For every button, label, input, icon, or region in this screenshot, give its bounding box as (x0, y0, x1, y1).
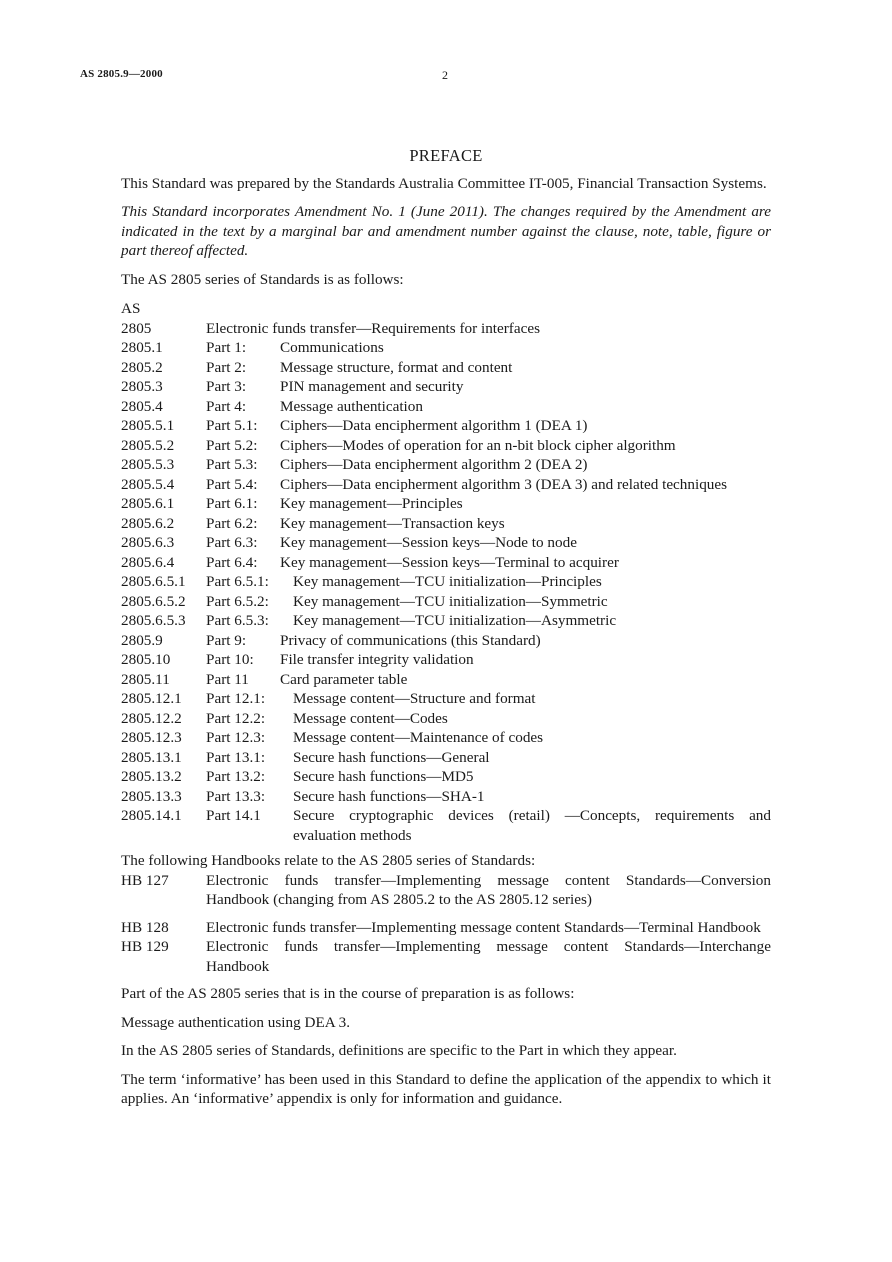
handbook-row (121, 871, 771, 910)
standard-number: 2805.14.1 (121, 807, 182, 824)
standard-number: 2805.13.3 (121, 787, 182, 805)
preparation-paragraph: Part of the AS 2805 series that is in the course of preparation is as follows: (121, 985, 575, 1002)
series-item (121, 475, 771, 495)
standard-number: 2805.6.5.3 (121, 612, 186, 629)
part-title: Message authentication (280, 397, 423, 415)
part-title: Communications (280, 339, 384, 356)
standard-number: 2805.6.5.2 (121, 592, 186, 610)
preparation-item: Message authentication using DEA 3. (121, 1013, 351, 1031)
series-item (121, 553, 771, 573)
part-title: Secure cryptographic devices (retail) —Concepts, requirements and evaluation methods (293, 807, 771, 844)
definitions-paragraph: In the AS 2805 series of Standards, definitions are specific to the Part in which they appear. (121, 1042, 677, 1059)
standard-number: 2805.1 (121, 339, 163, 356)
part-title: Message content—Maintenance of codes (293, 729, 544, 746)
part-label: Part 11 (206, 670, 249, 688)
series-item (121, 572, 771, 592)
series-item (121, 748, 771, 768)
series-label: AS (121, 300, 141, 317)
series-item (121, 631, 771, 651)
part-title: Secure hash functions—MD5 (293, 768, 474, 785)
part-label: Part 6.5.3: (206, 612, 269, 629)
standard-number: 2805.13.2 (121, 768, 182, 785)
part-title: Secure hash functions—SHA-1 (293, 787, 485, 805)
series-item (121, 494, 771, 514)
committee-paragraph: This Standard was prepared by the Standards Australia Committee IT-005, Financial Transaction Systems. (121, 174, 767, 192)
standard-number: 2805 (121, 319, 152, 337)
part-title: Key management—Session keys—Terminal to acquirer (280, 553, 619, 571)
part-title: Secure hash functions—General (293, 748, 490, 766)
series-item (121, 709, 771, 729)
handbook-row (121, 918, 771, 938)
handbook-title: Electronic funds transfer—Implementing message content Standards—Interchange Handbook (206, 938, 771, 975)
preface-body (121, 146, 771, 1118)
part-label: Part 13.2: (206, 768, 266, 785)
part-title: Ciphers—Data encipherment algorithm 1 (DEA 1) (280, 417, 588, 434)
series-item (121, 650, 771, 670)
part-title: Ciphers—Data encipherment algorithm 2 (DEA 2) (280, 456, 588, 473)
amendment-note: This Standard incorporates Amendment No. 1 (June 2011). The changes required by the Amendment are indicated in the text by a marginal bar and amendment number against the clause, note, table, figure or part thereof affected. (121, 203, 771, 259)
series-item (121, 592, 771, 612)
part-label: Part 5.2: (206, 436, 258, 454)
handbook-number: HB 128 (121, 918, 169, 936)
standard-number: 2805.5.2 (121, 436, 175, 454)
part-label: Part 4: (206, 397, 247, 415)
part-label: Part 5.3: (206, 456, 258, 473)
part-title: Key management—Transaction keys (280, 514, 505, 532)
series-item (121, 806, 771, 845)
series-item (121, 319, 771, 339)
part-label: Part 9: (206, 631, 247, 649)
part-label: Part 12.2: (206, 709, 266, 727)
series-item (121, 670, 771, 690)
standard-number: 2805.6.4 (121, 553, 175, 571)
document-id: AS 2805.9—2000 (80, 68, 163, 80)
part-title: Key management—Session keys—Node to node (280, 534, 577, 551)
part-title: Electronic funds transfer—Requirements for interfaces (206, 319, 540, 337)
part-title: Ciphers—Modes of operation for an n-bit block cipher algorithm (280, 436, 676, 454)
page-title: PREFACE (409, 146, 483, 165)
series-item (121, 436, 771, 456)
part-title: Message content—Structure and format (293, 690, 536, 707)
part-title: PIN management and security (280, 378, 464, 395)
part-label: Part 12.3: (206, 729, 266, 746)
series-item (121, 358, 771, 378)
series-item (121, 689, 771, 709)
part-title: Privacy of communications (this Standard) (280, 631, 541, 649)
standard-number: 2805.11 (121, 670, 170, 688)
part-title: File transfer integrity validation (280, 651, 474, 668)
part-title: Key management—TCU initialization—Asymmetric (293, 612, 617, 629)
part-label: Part 6.2: (206, 514, 258, 532)
handbook-title: Electronic funds transfer—Implementing message content Standards—Terminal Handbook (206, 918, 761, 936)
series-item (121, 787, 771, 807)
part-label: Part 6.1: (206, 495, 258, 512)
part-label: Part 1: (206, 339, 247, 356)
series-item (121, 397, 771, 417)
part-label: Part 12.1: (206, 690, 266, 707)
part-label: Part 3: (206, 378, 247, 395)
part-label: Part 10: (206, 651, 254, 668)
part-label: Part 2: (206, 358, 247, 376)
standard-number: 2805.12.2 (121, 709, 182, 727)
standard-number: 2805.5.1 (121, 417, 175, 434)
handbooks-intro: The following Handbooks relate to the AS 2805 series of Standards: (121, 852, 536, 869)
handbook-row (121, 937, 771, 976)
series-item (121, 455, 771, 475)
standard-number: 2805.5.3 (121, 456, 175, 473)
series-item (121, 377, 771, 397)
standard-number: 2805.13.1 (121, 748, 182, 766)
part-label: Part 6.5.2: (206, 592, 269, 610)
standard-number: 2805.10 (121, 651, 171, 668)
part-label: Part 5.1: (206, 417, 258, 434)
part-label: Part 13.1: (206, 748, 266, 766)
standard-number: 2805.6.5.1 (121, 573, 186, 590)
part-label: Part 5.4: (206, 475, 258, 493)
series-item (121, 338, 771, 358)
page-number: 2 (442, 68, 449, 82)
handbook-number: HB 127 (121, 871, 169, 889)
part-label: Part 14.1 (206, 807, 261, 824)
series-intro: The AS 2805 series of Standards is as follows: (121, 270, 404, 288)
standard-number: 2805.12.3 (121, 729, 182, 746)
standard-number: 2805.5.4 (121, 475, 175, 493)
part-label: Part 6.4: (206, 553, 258, 571)
part-title: Key management—TCU initialization—Symmetric (293, 592, 608, 610)
series-item (121, 611, 771, 631)
part-title: Card parameter table (280, 670, 408, 688)
series-item (121, 514, 771, 534)
series-item (121, 533, 771, 553)
standard-number: 2805.9 (121, 631, 163, 649)
part-title: Key management—Principles (280, 495, 463, 512)
part-label: Part 6.5.1: (206, 573, 269, 590)
informative-paragraph: The term ‘informative’ has been used in this Standard to define the application of the appendix to which it applies. An ‘informative’ appendix is only for information and guidance. (121, 1070, 771, 1107)
standard-number: 2805.6.2 (121, 514, 175, 532)
series-item (121, 416, 771, 436)
part-title: Message content—Codes (293, 709, 448, 727)
standard-number: 2805.4 (121, 397, 163, 415)
part-label: Part 13.3: (206, 787, 266, 805)
series-item (121, 728, 771, 748)
series-item (121, 767, 771, 787)
part-title: Key management—TCU initialization—Principles (293, 573, 602, 590)
standard-number: 2805.3 (121, 378, 163, 395)
standard-number: 2805.12.1 (121, 690, 182, 707)
standard-number: 2805.6.3 (121, 534, 175, 551)
standard-number: 2805.2 (121, 358, 163, 376)
running-header (80, 68, 812, 80)
part-title: Message structure, format and content (280, 358, 513, 376)
part-title: Ciphers—Data encipherment algorithm 3 (DEA 3) and related techniques (280, 475, 728, 493)
series-list (121, 299, 771, 845)
handbook-title: Electronic funds transfer—Implementing message content Standards—Conversion Handbook (changing from AS 2805.2 to the AS 2805.12 series) (206, 871, 771, 908)
handbook-number: HB 129 (121, 938, 169, 955)
part-label: Part 6.3: (206, 534, 258, 551)
standard-number: 2805.6.1 (121, 495, 175, 512)
